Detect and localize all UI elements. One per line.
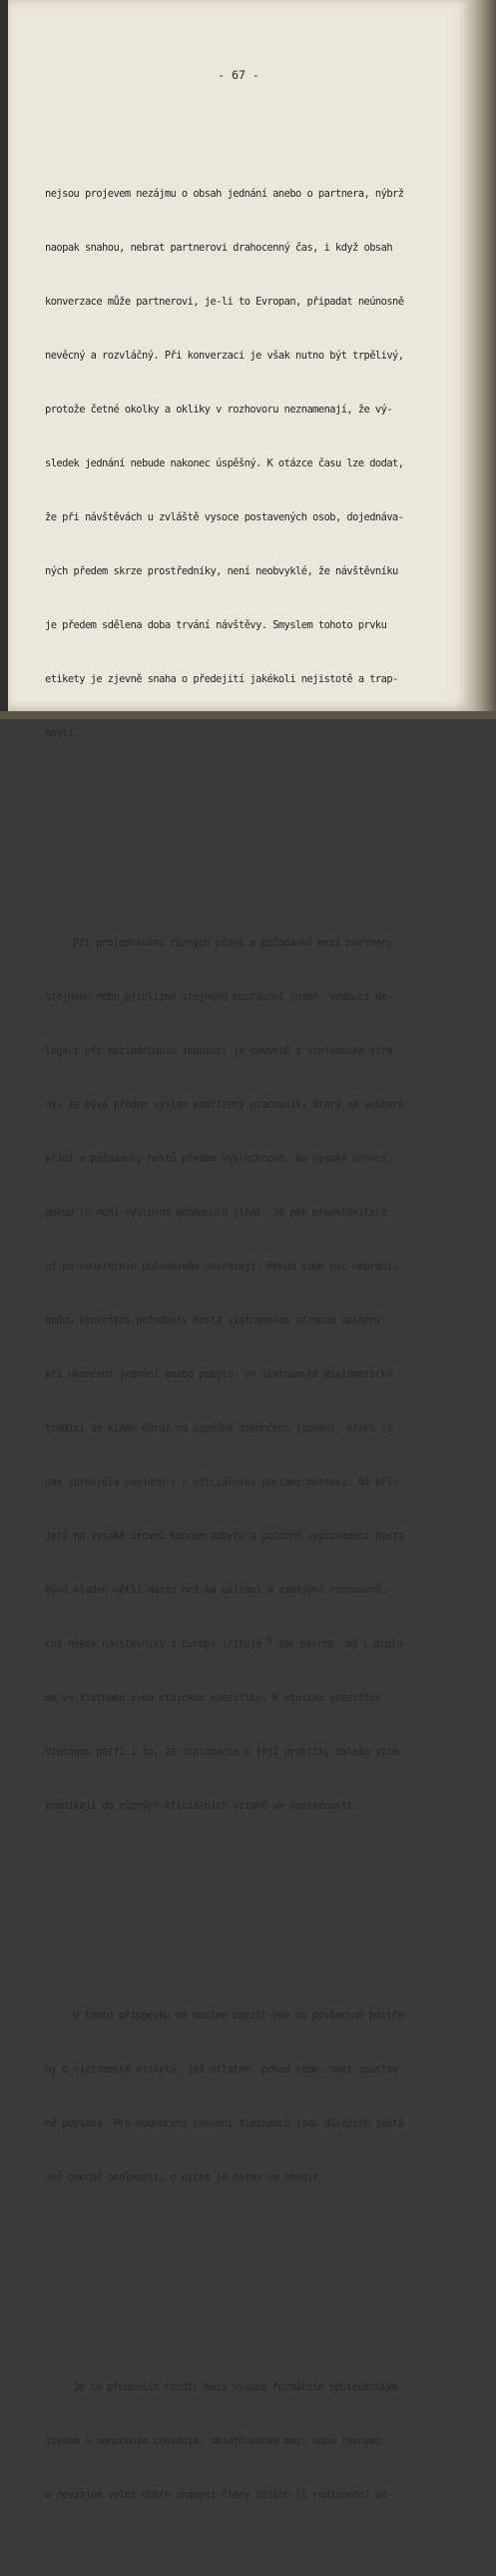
- text-line: naopak snahou, nebrat partnerovi drahocenný čas, i když obsah: [45, 242, 393, 254]
- text-line: Vietnamu patří i to, že diplomacie a její praktiky daleko více: [45, 1746, 398, 1758]
- body-text: [45, 95, 464, 2576]
- text-line: Při projednávání různých přání a požadavků mezi partnery: [73, 937, 392, 949]
- text-line: Je to především rozdíl mezi vysoce formálním společenským: [73, 2381, 398, 2393]
- text-line: legací při mezinárodním jednání) je obvyklé z vietnamské stra-: [45, 1045, 398, 1057]
- paragraph-gap: [45, 1887, 464, 1899]
- text-line: dvě obecné okolnosti, o nichž je nutno se zmínit.: [45, 2171, 324, 2183]
- text-line: ny, že bývá předem vyslán podřízený pracovník, který má veškeré: [45, 1099, 404, 1111]
- text-line: nejsou projevem nezájmu o obsah jednání anebo o partnera, nýbrž: [45, 188, 404, 200]
- text-line: etikety je zjevně snaha o předejití jakékoli nejistotě a trap-: [45, 673, 398, 685]
- text-segment: což někdy návštěvníky z Evropy irituje.: [45, 1638, 267, 1650]
- text-line: pokud to není výslovně dohodnuto jinak, se pak představitelé: [45, 1207, 387, 1219]
- text-line: už ke konkrétním požadavkům nevracejí. Pokud tomu nic nebrání,: [45, 1261, 398, 1273]
- text-line: tradici se klade důraz na úspěšné zakončení jednání, které je: [45, 1422, 393, 1434]
- paragraph-2: [45, 898, 464, 1851]
- text-line: nosti.: [45, 727, 80, 739]
- text-line: a nevzájem velmi dobře známými členy užšího (i rodinného) ko-: [45, 2489, 393, 2501]
- text-line: bývá kladen větší důraz než na uvítání a zahájení rozhovorů,: [45, 1584, 387, 1596]
- text-line: me ve Vietnamu svou etnickou specifiku. K etnické specifice: [45, 1692, 381, 1704]
- text-line: nevěcný a rozvláčný. Při konverzaci je však nutno být trpělivý,: [45, 350, 404, 362]
- document-page: [8, 0, 469, 2501]
- text-line: že při návštěvách u zvláště vysoce postavených osob, dojednáva-: [45, 511, 404, 523]
- text-line: stejného nebo přibližně stejného postavení (např. vedoucí de-: [45, 991, 393, 1003]
- text-line: pak zpravidla spojeno i s oficiálními poctami hostovi. Na při-: [45, 1476, 398, 1488]
- text-line: budou konkrétní požadavky hosta vietnamskou stranou splněny: [45, 1314, 381, 1326]
- text-line: protože četné okolky a okliky v rozhovoru neznamenají, že vý-: [45, 404, 393, 416]
- footnote-reference[interactable]: 9: [266, 1636, 271, 1645]
- text-line: stykem a nenuceným chováním, uplatňovaným mezi sobě rovnými: [45, 2435, 381, 2447]
- text-line: pronikají do různých oficiálních vztahů ve společnosti.: [45, 1800, 358, 1812]
- text-line: ně popsána. Pro hodnocení chování Vietnamců jsou důležité ještě: [45, 2118, 404, 2130]
- text-line: V tomto příspěvku se musíme omezit jen na povšechné postře-: [73, 2010, 409, 2022]
- paragraph-1: [45, 149, 464, 778]
- text-segment: Jak patrno, má i diplo-: [270, 1638, 408, 1650]
- text-line: při ukončení jednání anebo pobytu. Ve vietnamské diplomatické: [45, 1368, 393, 1380]
- text-line-with-footnote: [45, 1635, 464, 1653]
- text-line: je předem sdělena doba trvání návštěvy. Smyslem tohoto prvku: [45, 619, 387, 631]
- paragraph-4: [45, 2342, 464, 2540]
- paragraph-3: [45, 1971, 464, 2222]
- paragraph-gap: [45, 814, 464, 826]
- text-line: ných předem skrze prostředníky, není neobvyklé, že návštěvníku: [45, 565, 398, 577]
- text-line: jetí na vysoké úrovni koncem pobytu a pozorné vyprovázení hosta: [45, 1530, 404, 1542]
- page-number: - 67 -: [218, 68, 259, 82]
- text-line: sledek jednání nebude nakonec úspěšný. K otázce času lze dodat,: [45, 457, 404, 469]
- paragraph-gap: [45, 2258, 464, 2270]
- page-edge-right: [469, 0, 496, 719]
- text-line: přání a požadavky hostů předem vyslechnout. Na vysoké úrovni,: [45, 1153, 393, 1165]
- text-line: konverzace může partnerovi, je-li to Evropan, připadat neúnosně: [45, 296, 404, 308]
- text-line: hy o vietnamské etiketě, jež ostatně, pokud víme, není soustav-: [45, 2064, 404, 2076]
